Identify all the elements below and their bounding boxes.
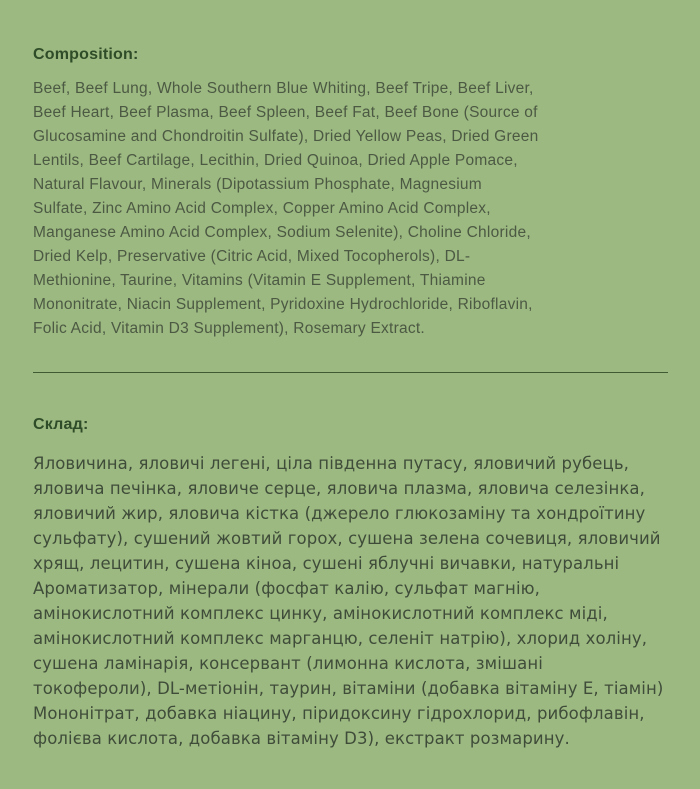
ingredients-line: фолієва кислота, добавка вітаміну D3), екстракт розмарину. [33,729,570,748]
ingredients-line: Ароматизатор, мінерали (фосфат калію, сульфат магнію, [33,579,540,598]
composition-heading-en: Composition: [33,46,139,63]
ingredients-line: Mononitrate, Niacin Supplement, Pyridoxine Hydrochloride, Riboflavin, [33,296,533,313]
ingredients-line: Manganese Amino Acid Complex, Sodium Selenite), Choline Chloride, [33,224,531,241]
ingredients-line: Dried Kelp, Preservative (Citric Acid, Mixed Tocopherols), DL- [33,248,471,265]
ingredients-line: сульфату), сушений жовтий горох, сушена зелена сочевиця, яловичий [33,529,661,548]
ingredients-text-uk [33,451,663,751]
ingredients-line: сушена ламінарія, консервант (лимонна кислота, змішані [33,654,543,673]
ingredients-line: Glucosamine and Chondroitin Sulfate), Dried Yellow Peas, Dried Green [33,128,539,145]
ingredients-line: Beef Heart, Beef Plasma, Beef Spleen, Beef Fat, Beef Bone (Source of [33,104,538,121]
ingredients-line: Folic Acid, Vitamin D3 Supplement), Rosemary Extract. [33,320,425,337]
section-divider [33,372,668,373]
ingredients-line: Мононітрат, добавка ніацину, піридоксину гідрохлорид, рибофлавін, [33,704,645,723]
ingredients-line: Яловичина, яловичі легені, ціла південна путасу, яловичий рубець, [33,454,630,473]
ingredients-line: Natural Flavour, Minerals (Dipotassium Phosphate, Magnesium [33,176,482,193]
composition-heading-uk: Склад: [33,416,89,433]
ingredients-line: Beef, Beef Lung, Whole Southern Blue Whiting, Beef Tripe, Beef Liver, [33,80,534,97]
ingredients-line: Sulfate, Zinc Amino Acid Complex, Copper Amino Acid Complex, [33,200,491,217]
ingredients-line: амінокислотний комплекс цинку, амінокислотний комплекс міді, [33,604,608,623]
ingredients-line: токофероли), DL-метіонін, таурин, вітаміни (добавка вітаміну Е, тіамін) [33,679,664,698]
ingredients-line: амінокислотний комплекс марганцю, селеніт натрію), хлорид холіну, [33,629,648,648]
ingredients-line: яловича печінка, яловиче серце, яловича плазма, яловича селезінка, [33,479,645,498]
ingredients-line: яловичий жир, яловича кістка (джерело глюкозаміну та хондроїтину [33,504,646,523]
ingredients-line: хрящ, лецитин, сушена кіноа, сушені яблучні вичавки, натуральні [33,554,620,573]
ingredients-line: Lentils, Beef Cartilage, Lecithin, Dried Quinoa, Dried Apple Pomace, [33,152,518,169]
ingredients-text-en [33,77,539,341]
ingredients-line: Methionine, Taurine, Vitamins (Vitamin E Supplement, Thiamine [33,272,486,289]
